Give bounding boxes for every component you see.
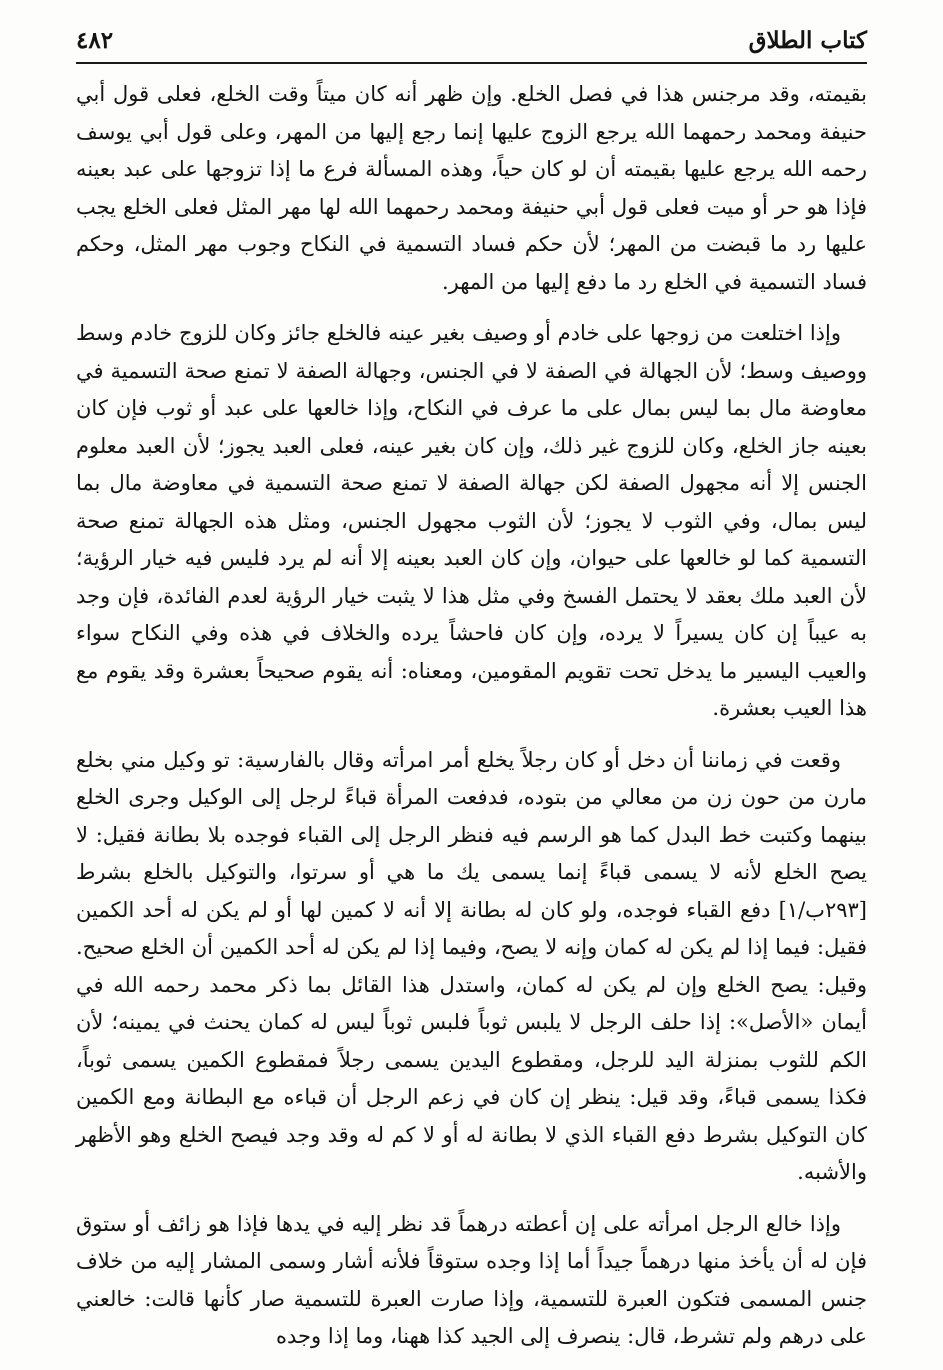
paragraph: وإذا اختلعت من زوجها على خادم أو وصيف بغير عينه فالخلع جائز وكان للزوج خادم وسط ووصيف وسط؛ لأن الجهالة في الصفة لا في الجنس، وجهالة الصفة لا تمنع صحة التسمية في معاوضة مال بما ليس بمال على ما عرف في النكاح، وإذا خالعها على عبد أو ثوب فإن كان بعينه جاز الخلع، وكان للزوج غير ذلك، وإن كان بغير عينه، فعلى العبد يجوز؛ لأن العبد معلوم الجنس إلا أنه مجهول الصفة لكن جهالة الصفة لا تمنع صحة التسمية في معاوضة مال بما ليس بمال، وفي الثوب لا يجوز؛ لأن الثوب مجهول الجنس، ومثل هذه الجهالة تمنع صحة التسمية كما لو خالعها على حيوان، وإن كان العبد بعينه إلا أنه لم يرد فليس فيه خيار الرؤية؛ لأن العبد ملك بعقد لا يحتمل الفسخ وفي مثل هذا لا يثبت خيار الرؤية لعدم الفائدة، فإن وجد به عيباً إن كان يسيراً لا يرده، وإن كان فاحشاً يرده والخلاف في هذه وفي النكاح سواء والعيب اليسير ما يدخل تحت تقويم المقومين، ومعناه: أنه يقوم صحيحاً بعشرة وقد يقوم مع هذا العيب بعشرة. (76, 321, 867, 720)
page-body (76, 76, 867, 1370)
running-title: كتاب الطلاق (748, 26, 867, 54)
page-number: ٤٨٢ (76, 26, 114, 54)
page-header (76, 22, 867, 58)
header-rule (76, 62, 867, 64)
paragraph: بقيمته، وقد مرجنس هذا في فصل الخلع. وإن ظهر أنه كان ميتاً وقت الخلع، فعلى قول أبي حنيفة ومحمد رحمهما الله يرجع الزوج عليها إنما رجع إليها من المهر، وعلى قول أبي يوسف رحمه الله يرجع عليها بقيمته أن لو كان حياً، وهذه المسألة فرع ما إذا تزوجها على عبد بعينه فإذا هو حر أو ميت فعلى قول أبي حنيفة ومحمد رحمهما الله لها مهر المثل فعلى الخلع يجب عليها رد ما قبضت من المهر؛ لأن حكم فساد التسمية في النكاح وجوب مهر المثل، وحكم فساد التسمية في الخلع رد ما دفع إليها من المهر. (76, 82, 867, 294)
paragraph: وإذا خالع الرجل امرأته على إن أعطته درهماً قد نظر إليه في يدها فإذا هو زائف أو ستوق فإن له أن يأخذ منها درهماً جيداً أما إذا وجده ستوقاً فلأنه أشار وسمى المشار إليه من خلاف جنس المسمى فتكون العبرة للتسمية، وإذا صارت العبرة للتسمية صار كأنها قالت: خالعني على درهم ولم تشرط، قال: ينصرف إلى الجيد كذا ههنا، وما إذا وجده (76, 1211, 867, 1348)
paragraph: وقعت في زماننا أن دخل أو كان رجلاً يخلع أمر امرأته وقال بالفارسية: تو وكيل مني بخلع مارن من حون زن من معالي من بتوده، فدفعت المرأة قباءً لرجل إلى الوكيل وجرى الخلع بينهما وكتبت خط البدل كما هو الرسم فيه فنظر الرجل إلى القباء فوجده بلا بطانة فقيل: لا يصح الخلع لأنه لا يسمى قباءً إنما يسمى يك ما هي أو سرتوا، والتوكيل بالخلع بشرط [٢٩٣ب/١] دفع القباء فوجده، ولو كان له بطانة إلا أنه لا كمين لها أو لم يكن له أحد الكمين فقيل: فيما إذا لم يكن له كمان وإنه لا يصح، وفيما إذا لم يكن له أحد الكمين أن الخلع صحيح. وقيل: يصح الخلع وإن لم يكن له كمان، واستدل هذا القائل بما ذكر محمد رحمه الله في أيمان «الأصل»: إذا حلف الرجل لا يلبس ثوباً فلبس ثوباً ليس له كمان يحنث في يمينه؛ لأن الكم للثوب بمنزلة اليد للرجل، ومقطوع اليدين يسمى رجلاً فمقطوع الكمين يسمى ثوباً، فكذا يسمى قباءً، وقد قيل: ينظر إن كان في زعم الرجل أن قباءه مع البطانة ومع الكمين كان التوكيل بشرط دفع القباء الذي لا بطانة له أو لا كم له وقد وجد فيصح الخلع وهو الأظهر والأشبه. (76, 747, 867, 1184)
